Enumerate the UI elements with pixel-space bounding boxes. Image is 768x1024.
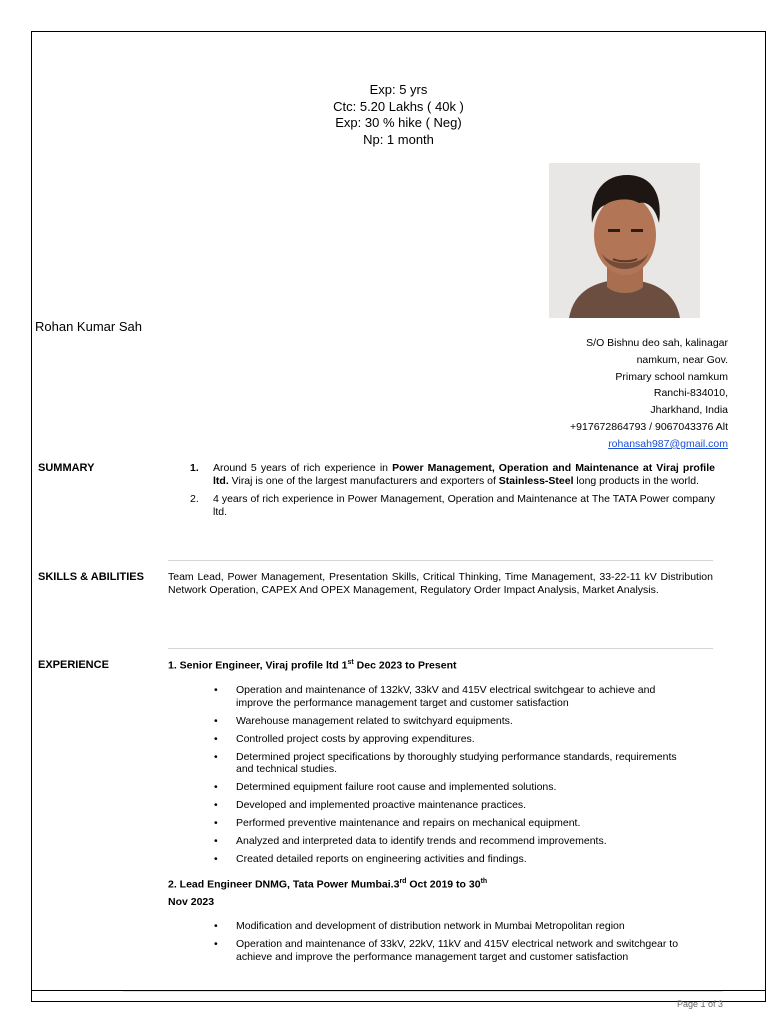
summary-list: [188, 462, 715, 524]
experience-heading: EXPERIENCE: [38, 659, 109, 671]
page-number: Page 1 of 3: [676, 999, 723, 1009]
experience-years: Exp: 5 yrs: [369, 82, 428, 97]
candidate-name: Rohan Kumar Sah: [35, 319, 142, 334]
profile-photo-image: [549, 163, 700, 318]
job2-responsibilities: [212, 920, 692, 969]
skills-heading: SKILLS & ABILITIES: [38, 571, 144, 583]
list-item: • Developed and implemented proactive maintenance practices.: [214, 799, 527, 811]
resume-page: [31, 31, 766, 1002]
address-line: S/O Bishnu deo sah, kalinagar: [586, 337, 728, 349]
current-ctc: Ctc: 5.20 Lakhs ( 40k ): [333, 98, 464, 114]
candidate-summary-header: [32, 82, 765, 148]
profile-photo: [549, 163, 700, 318]
summary-item: [188, 493, 715, 520]
list-item: • Determined project specifications by thoroughly studying performance standards, requirements and technical studies.: [214, 750, 677, 775]
email-link[interactable]: rohansah987@gmail.com: [608, 437, 728, 450]
expected-hike: Exp: 30 % hike ( Neg): [335, 115, 462, 130]
list-item: • Modification and development of distribution network in Mumbai Metropolitan region: [214, 920, 625, 932]
job-title: 2. Lead Engineer DNMG, Tata Power Mumbai.3rd Oct 2019 to 30th: [168, 878, 488, 891]
section-divider: [123, 991, 723, 992]
summary-item: [188, 462, 715, 489]
list-item: • Warehouse management related to switchyard equipments.: [214, 714, 513, 727]
summary-highlight: Stainless-Steel: [498, 475, 574, 488]
list-item: • Operation and maintenance of 33kV, 22kV, 11kV and 415V electrical network and switchgear to achieve and improve the performance management target and customer satisfaction: [214, 938, 679, 963]
list-item: • Analyzed and interpreted data to identify trends and recommend improvements.: [214, 835, 607, 847]
job-date-continued: Nov 2023: [168, 896, 215, 908]
address-line: namkum, near Gov.: [636, 353, 728, 366]
summary-heading: SUMMARY: [38, 462, 95, 474]
skills-text: Team Lead, Power Management, Presentation Skills, Critical Thinking, Time Management, 33-22-11 kV Distribution Network Operation, CAPEX And OPEX Management, Regulatory Order Impact Analysis, Market Analysis.: [168, 571, 713, 597]
phone-number: +917672864793 / 9067043376 Alt: [570, 420, 728, 433]
summary-item-number: 2.: [190, 492, 199, 505]
summary-text: 4 years of rich experience in Power Management, Operation and Maintenance at The TATA Power company ltd.: [213, 492, 715, 519]
summary-text: long products in the world.: [573, 475, 699, 488]
section-divider: [168, 560, 713, 561]
section-divider: [168, 648, 713, 649]
address-line: Primary school namkum: [615, 370, 728, 383]
job-title: 1. Senior Engineer, Viraj profile ltd 1st Dec 2023 to Present: [168, 659, 457, 672]
summary-item-number: 1.: [190, 462, 199, 474]
list-item: • Determined equipment failure root cause and implemented solutions.: [214, 781, 557, 793]
summary-text: Viraj is one of the largest manufacturers and exporters of: [228, 475, 499, 488]
address-line: Jharkhand, India: [650, 404, 728, 417]
contact-address: [570, 335, 728, 453]
summary-highlight: Power Management, Operation and Maintenance at Viraj profile ltd.: [213, 462, 715, 488]
footer-rule: [31, 990, 766, 991]
list-item: • Created detailed reports on engineering activities and findings.: [214, 853, 527, 865]
notice-period: Np: 1 month: [363, 131, 434, 147]
list-item: • Controlled project costs by approving expenditures.: [214, 732, 475, 745]
job1-responsibilities: [212, 684, 692, 871]
summary-text: Around 5 years of rich experience in: [213, 462, 393, 474]
list-item: • Operation and maintenance of 132kV, 33kV and 415V electrical switchgear to achieve and improve the performance management target and customer satisfaction: [214, 684, 656, 709]
address-line: Ranchi-834010,: [653, 387, 728, 400]
list-item: • Performed preventive maintenance and repairs on mechanical equipment.: [214, 817, 581, 829]
